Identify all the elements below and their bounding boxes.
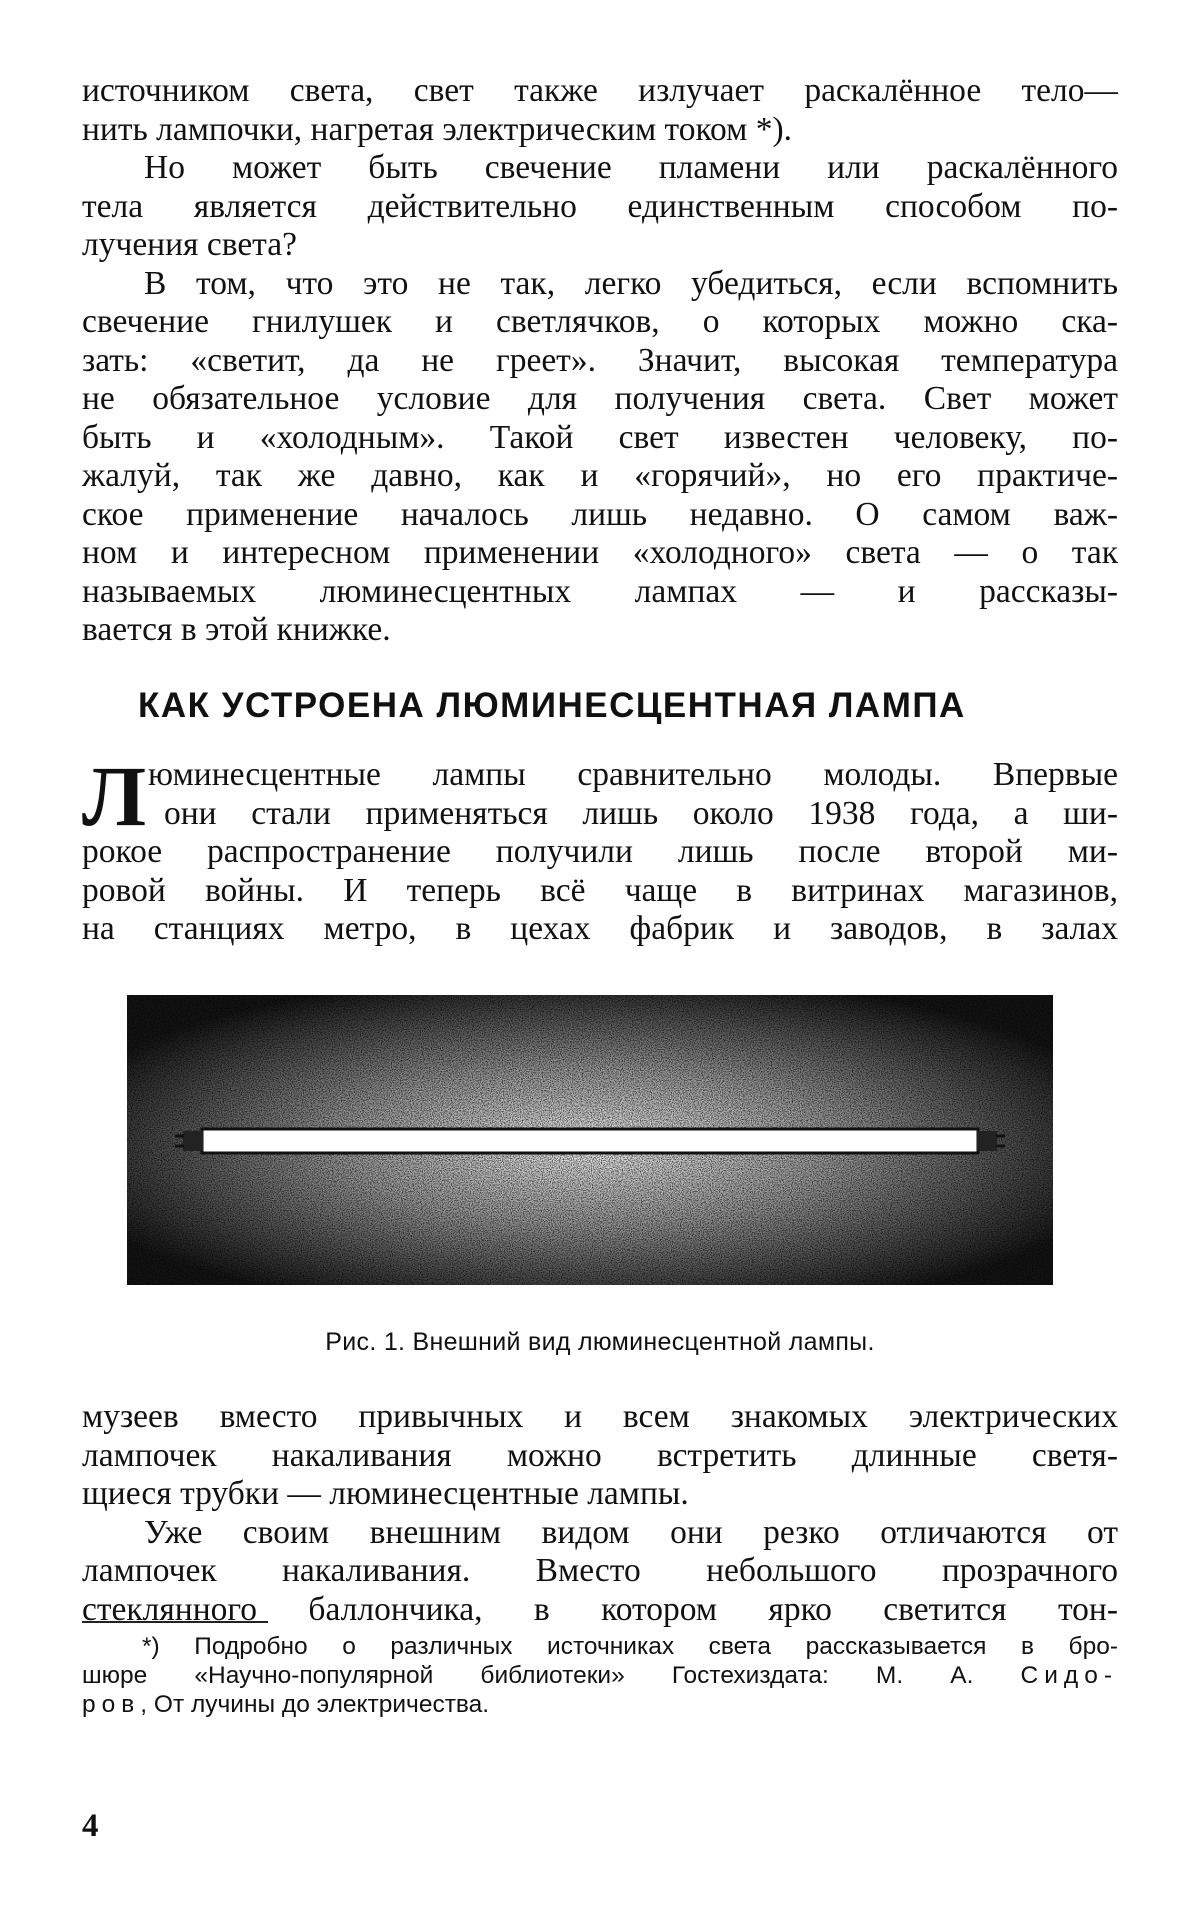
text-line: музеев вместо привычных и всем знакомых электрических	[82, 1398, 1118, 1437]
text-line: быть и «холодным». Такой свет известен человеку, по-	[82, 419, 1118, 458]
text-line: на станциях метро, в цехах фабрик и заводов, в залах	[82, 910, 1118, 949]
footnote-text: шюре «Научно-популярной библиотеки» Гостехиздата: М. А.	[82, 1662, 1021, 1689]
after-figure-text	[82, 1398, 1118, 1629]
paragraph-1	[82, 72, 1118, 149]
text-line: свечение гнилушек и светлячков, о которых можно ска-	[82, 303, 1118, 342]
text-line: лампочек накаливания. Вместо небольшого прозрачного	[82, 1552, 1118, 1591]
text-line: Уже своим внешним видом они резко отличаются от	[82, 1514, 1118, 1553]
text-line: называемых люминесцентных лампах — и рассказы-	[82, 573, 1118, 612]
footnote	[82, 1632, 1118, 1719]
drop-cap: Л	[82, 756, 146, 836]
lamp-end-cap-left	[183, 1131, 203, 1151]
text-line: ровой войны. И теперь всё чаще в витринах магазинов,	[82, 872, 1118, 911]
lamp-end-cap-right	[977, 1131, 997, 1151]
paragraph-3	[82, 265, 1118, 650]
paragraph-2	[82, 149, 1118, 265]
footnote-line: *) Подробно о различных источниках света рассказывается в бро-	[82, 1632, 1118, 1661]
text-line: юминесцентные лампы сравнительно молоды. Впервые	[82, 756, 1118, 795]
footnote-author: Сидо-	[1021, 1662, 1118, 1689]
text-line: лучения света?	[82, 226, 1118, 265]
lamp-illustration	[127, 995, 1053, 1285]
text-line: тела является действительно единственным способом по-	[82, 188, 1118, 227]
text-line: щиеся трубки — люминесцентные лампы.	[82, 1475, 1118, 1514]
section-heading: КАК УСТРОЕНА ЛЮМИНЕСЦЕНТНАЯ ЛАМПА	[138, 686, 1058, 726]
footnote-author: ров	[82, 1691, 140, 1718]
section-paragraph	[82, 756, 1118, 949]
text-line: источником света, свет также излучает раскалённое тело—	[82, 72, 1118, 111]
text-line: не обязательное условие для получения света. Свет может	[82, 380, 1118, 419]
text-line: лампочек накаливания можно встретить длинные светя-	[82, 1437, 1118, 1476]
footnote-line	[82, 1661, 1118, 1690]
text-line: зать: «светит, да не греет». Значит, высокая температура	[82, 342, 1118, 381]
fluorescent-lamp-figure	[127, 995, 1053, 1285]
intro-text	[82, 72, 1118, 650]
text-line: ское применение началось лишь недавно. О самом важ-	[82, 496, 1118, 535]
footnote-line	[82, 1690, 1118, 1719]
text-line: вается в этой книжке.	[82, 611, 1118, 650]
text-line: нить лампочки, нагретая электрическим током *).	[82, 111, 1118, 150]
figure-caption: Рис. 1. Внешний вид люминесцентной лампы.	[0, 1328, 1200, 1357]
paragraph-continued	[82, 1398, 1118, 1514]
text-line: стеклянного баллончика, в котором ярко светится тон-	[82, 1591, 1118, 1630]
paragraph-next	[82, 1514, 1118, 1630]
text-line: рокое распространение получили лишь после второй ми-	[82, 833, 1118, 872]
section-paragraph-first-lines	[82, 756, 1118, 833]
page-number: 4	[82, 1808, 99, 1845]
text-line: жалуй, так же давно, как и «горячий», но его практиче-	[82, 457, 1118, 496]
text-line: ном и интересном применении «холодного» света — о так	[82, 534, 1118, 573]
text-line: они стали применяться лишь около 1938 года, а ши-	[82, 795, 1118, 834]
text-line: В том, что это не так, легко убедиться, если вспомнить	[82, 265, 1118, 304]
footnote-divider	[82, 1621, 268, 1623]
lamp-tube	[202, 1129, 978, 1153]
text-line: Но может быть свечение пламени или раскалённого	[82, 149, 1118, 188]
section-paragraph-rest	[82, 833, 1118, 949]
footnote-text: , От лучины до электричества.	[140, 1691, 489, 1718]
